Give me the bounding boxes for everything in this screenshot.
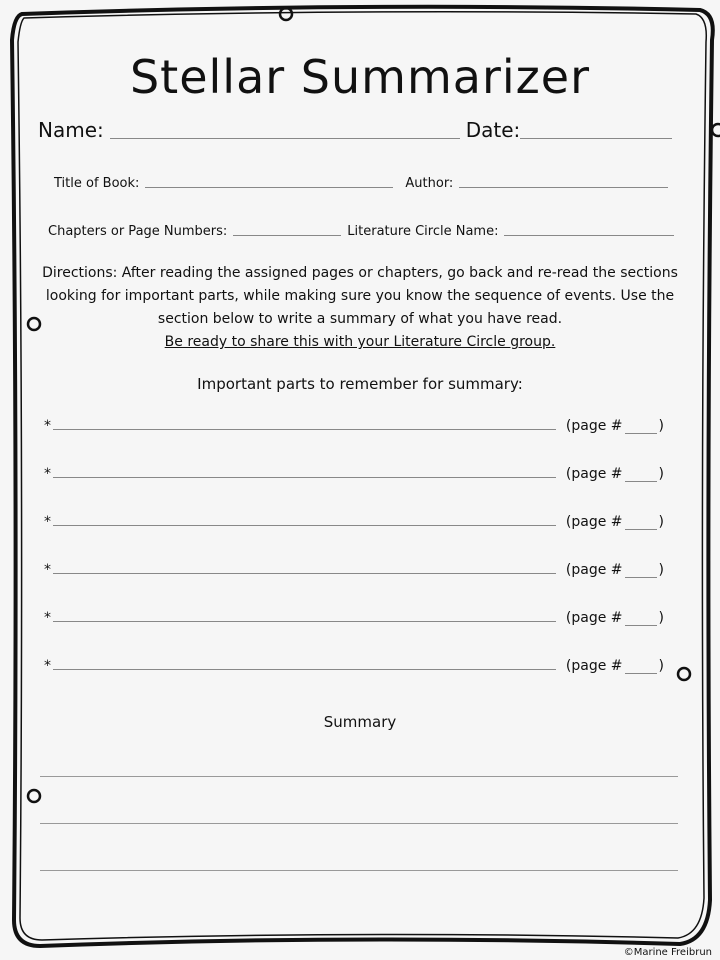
bullet-marker: * bbox=[44, 418, 51, 434]
bullet-line[interactable] bbox=[53, 573, 556, 574]
copyright: ©Marine Freibrun bbox=[623, 947, 712, 958]
summary-heading: Summary bbox=[323, 713, 397, 731]
bullet-marker: * bbox=[44, 466, 51, 482]
bullet-row bbox=[44, 466, 664, 482]
page-number-field[interactable] bbox=[625, 625, 657, 626]
book-title-label: Title of Book: bbox=[54, 176, 140, 191]
bullet-row bbox=[44, 514, 664, 530]
page-close: ) bbox=[658, 514, 664, 530]
page-close: ) bbox=[658, 466, 664, 482]
bullet-marker: * bbox=[44, 610, 51, 626]
page-title: Stellar Summarizer bbox=[129, 50, 591, 104]
page-open: (page # bbox=[565, 466, 623, 482]
name-field[interactable] bbox=[110, 138, 460, 139]
summary-line[interactable] bbox=[40, 776, 678, 777]
summary-line[interactable] bbox=[40, 823, 678, 824]
book-title-field[interactable] bbox=[145, 187, 393, 188]
date-label: Date: bbox=[465, 118, 521, 142]
bullet-row bbox=[44, 610, 664, 626]
chapters-field[interactable] bbox=[233, 235, 341, 236]
book-author-row bbox=[54, 176, 674, 191]
bullet-line[interactable] bbox=[53, 669, 556, 670]
bullet-marker: * bbox=[44, 514, 51, 530]
page-open: (page # bbox=[565, 562, 623, 578]
author-field[interactable] bbox=[459, 187, 668, 188]
summary-line[interactable] bbox=[40, 870, 678, 871]
chapters-circle-row bbox=[48, 224, 680, 239]
page-open: (page # bbox=[565, 610, 623, 626]
directions-text: Directions: After reading the assigned pages or chapters, go back and re-read the sections looking for important parts, while making sure you know the sequence of events. Use the section below to write a summary of what you have read. bbox=[42, 265, 678, 327]
page-number-field[interactable] bbox=[625, 481, 657, 482]
bullet-row bbox=[44, 418, 664, 434]
important-heading: Important parts to remember for summary: bbox=[197, 375, 523, 393]
directions bbox=[40, 262, 680, 354]
page-close: ) bbox=[658, 610, 664, 626]
author-label: Author: bbox=[405, 176, 454, 191]
bullet-row bbox=[44, 562, 664, 578]
circle-name-label: Literature Circle Name: bbox=[347, 224, 499, 239]
circle-name-field[interactable] bbox=[504, 235, 674, 236]
page-close: ) bbox=[658, 658, 664, 674]
bullet-line[interactable] bbox=[53, 525, 556, 526]
page-open: (page # bbox=[565, 658, 623, 674]
date-field[interactable] bbox=[520, 138, 672, 139]
name-date-row bbox=[38, 118, 678, 142]
bullet-row bbox=[44, 658, 664, 674]
page-number-field[interactable] bbox=[625, 529, 657, 530]
bullet-marker: * bbox=[44, 658, 51, 674]
page-open: (page # bbox=[565, 418, 623, 434]
page-close: ) bbox=[658, 418, 664, 434]
page-number-field[interactable] bbox=[625, 577, 657, 578]
bullet-line[interactable] bbox=[53, 621, 556, 622]
chapters-label: Chapters or Page Numbers: bbox=[48, 224, 228, 239]
directions-underlined: Be ready to share this with your Literature Circle group. bbox=[164, 334, 556, 350]
bullet-line[interactable] bbox=[53, 429, 556, 430]
page-number-field[interactable] bbox=[625, 433, 657, 434]
name-label: Name: bbox=[38, 118, 104, 142]
page-close: ) bbox=[658, 562, 664, 578]
page-open: (page # bbox=[565, 514, 623, 530]
page-number-field[interactable] bbox=[625, 673, 657, 674]
bullet-line[interactable] bbox=[53, 477, 556, 478]
bullet-marker: * bbox=[44, 562, 51, 578]
